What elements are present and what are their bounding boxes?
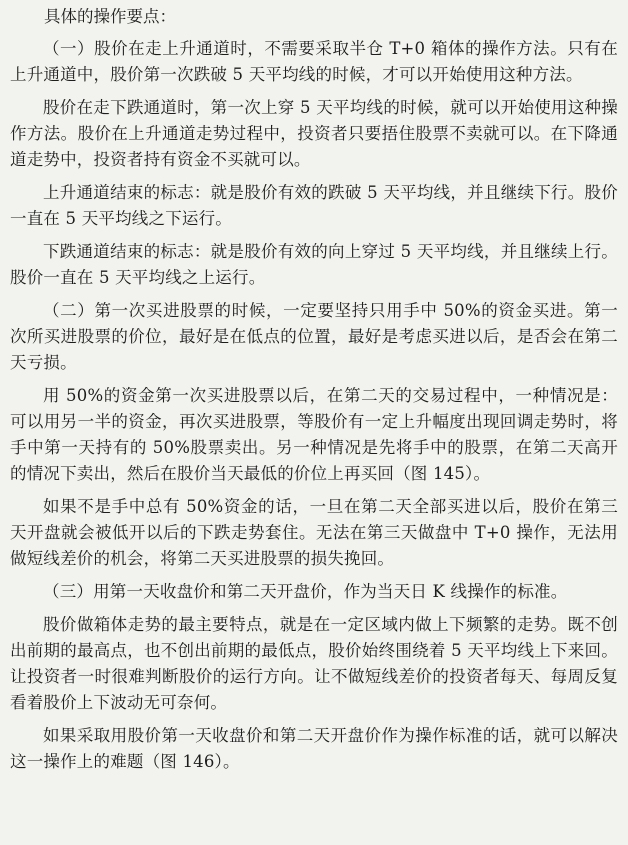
paragraph-10: 如果采取用股价第一天收盘价和第二天开盘价作为操作标准的话，就可以解决这一操作上的难题（图 146）。 <box>10 726 618 771</box>
paragraph-9: 股价做箱体走势的最主要特点，就是在一定区域内做上下频繁的走势。既不创出前期的最高点，也不创出前期的最低点，股价始终围绕着 5 天平均线上下来回。让投资者一时很难判断股价的运行方向。让不做短线差价的投资者每天、每周反复看着股价上下波动无可奈何。 <box>10 615 618 712</box>
paragraph-1: （一）股价在走上升通道时，不需要采取半仓 T+0 箱体的操作方法。只有在上升通道中，股价第一次跌破 5 天平均线的时候，才可以开始使用这种方法。 <box>10 39 618 84</box>
section-heading: 具体的操作要点： <box>44 7 176 26</box>
paragraph-4: 下跌通道结束的标志：就是股价有效的向上穿过 5 天平均线，并且继续上行。股价一直在 5 天平均线之上运行。 <box>10 242 618 287</box>
paragraph-8: （三）用第一天收盘价和第二天开盘价，作为当天日 K 线操作的标准。 <box>43 582 568 601</box>
paragraph-7: 如果不是手中总有 50%资金的话，一旦在第二天全部买进以后，股价在第三天开盘就会被低开以后的下跌走势套住。无法在第三天做盘中 T+0 操作，无法用做短线差价的机会，将第二天买进股票的损失挽回。 <box>10 497 618 568</box>
paragraph-2: 股价在走下跌通道时，第一次上穿 5 天平均线的时候，就可以开始使用这种操作方法。股价在上升通道走势过程中，投资者只要捂住股票不卖就可以。在下降通道走势中，投资者持有资金不买就可以。 <box>10 98 618 169</box>
paragraph-5: （二）第一次买进股票的时候，一定要坚持只用手中 50%的资金买进。第一次所买进股票的价位，最好是在低点的位置，最好是考虑买进以后，是否会在第二天亏损。 <box>10 301 618 372</box>
paragraph-6: 用 50%的资金第一次买进股票以后，在第二天的交易过程中，一种情况是：可以用另一半的资金，再次买进股票，等股价有一定上升幅度出现回调走势时，将手中第一天持有的 50%股票卖出。另一种情况是先将手中的股票，在第二天高开的情况下卖出，然后在股价当天最低的价位上再买回（图 145）。 <box>10 386 618 483</box>
paragraph-3: 上升通道结束的标志：就是股价有效的跌破 5 天平均线，并且继续下行。股价一直在 5 天平均线之下运行。 <box>10 183 618 228</box>
